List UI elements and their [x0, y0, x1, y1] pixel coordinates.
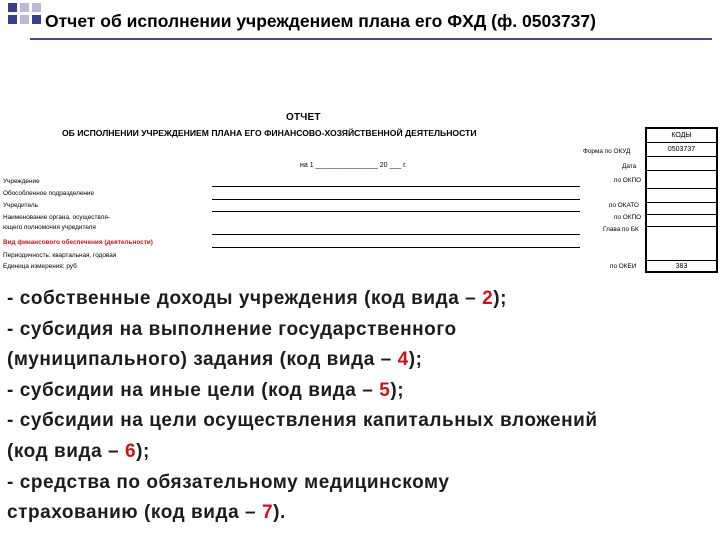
- code-date: [647, 157, 716, 171]
- code-number: 2: [482, 288, 494, 309]
- label-okpo: по ОКПО: [614, 177, 642, 184]
- label-founder-authority-2: ющего полномочия учредителя: [3, 224, 96, 231]
- fill-line: [212, 186, 580, 187]
- label-form-okud: Форма по ОКУД: [583, 148, 631, 155]
- label-funding-type: Вид финансового обеспечения (деятельности): [3, 239, 153, 246]
- list-item: - субсидия на выполнение государственного: [7, 318, 457, 340]
- label-unit: Единица измерения: руб: [3, 263, 77, 270]
- label-okei: по ОКЕИ: [610, 263, 637, 270]
- code-okei: 383: [675, 263, 688, 270]
- label-glava-bk: Глава по БК: [603, 226, 639, 233]
- list-item: (муниципального) задания (код вида – 4);: [7, 349, 423, 371]
- label-periodicity: Периодичность: квартальная, годовая: [3, 252, 117, 259]
- fill-line: [212, 199, 580, 200]
- fill-line: [212, 234, 580, 235]
- code-number: 7: [262, 502, 274, 524]
- label-founder-authority-1: Наименование органа, осуществля-: [3, 214, 110, 221]
- label-okato: по ОКАТО: [609, 202, 639, 209]
- label-institution: Учреждение: [3, 178, 40, 185]
- slide-title: Отчет об исполнении учреждением плана его ФХД (ф. 0503737): [45, 11, 596, 31]
- list-item: страхованию (код вида – 7).: [7, 502, 286, 524]
- label-date: Дата: [622, 163, 637, 170]
- code-okato: [647, 203, 716, 215]
- label-okpo-2: по ОКПО: [614, 214, 642, 221]
- list-item: - собственные доходы учреждения (код вида – 2);: [7, 288, 507, 309]
- code-glava: [647, 227, 716, 261]
- code-number: 5: [379, 379, 391, 401]
- list-item: - субсидии на цели осуществления капитальных вложений: [7, 410, 598, 432]
- list-item: - средства по обязательному медицинскому: [7, 471, 450, 493]
- fill-line: [212, 211, 580, 212]
- form-period: на 1 ________________ 20 ___ г.: [300, 162, 407, 169]
- funding-types-list: [7, 284, 712, 529]
- code-okpo: [647, 171, 716, 189]
- code-okud: 0503737: [647, 143, 716, 157]
- code-blank: [647, 189, 716, 203]
- label-subdivision: Обособленное подразделение: [3, 190, 95, 197]
- list-item: - субсидии на иные цели (код вида – 5);: [7, 379, 405, 401]
- label-founder: Учредитель: [3, 202, 38, 209]
- form-heading: ОТЧЕТ: [286, 112, 321, 123]
- codes-header: КОДЫ: [647, 129, 716, 143]
- code-number: 4: [397, 349, 409, 371]
- fill-line: [212, 247, 580, 248]
- list-item: (код вида – 6);: [7, 440, 150, 462]
- code-okpo-2: [647, 215, 716, 227]
- codes-table: [645, 127, 718, 273]
- form-subheading: ОБ ИСПОЛНЕНИИ УЧРЕЖДЕНИЕМ ПЛАНА ЕГО ФИНАНСОВО-ХОЗЯЙСТВЕННОЙ ДЕЯТЕЛЬНОСТИ: [62, 128, 477, 138]
- code-number: 6: [125, 440, 137, 462]
